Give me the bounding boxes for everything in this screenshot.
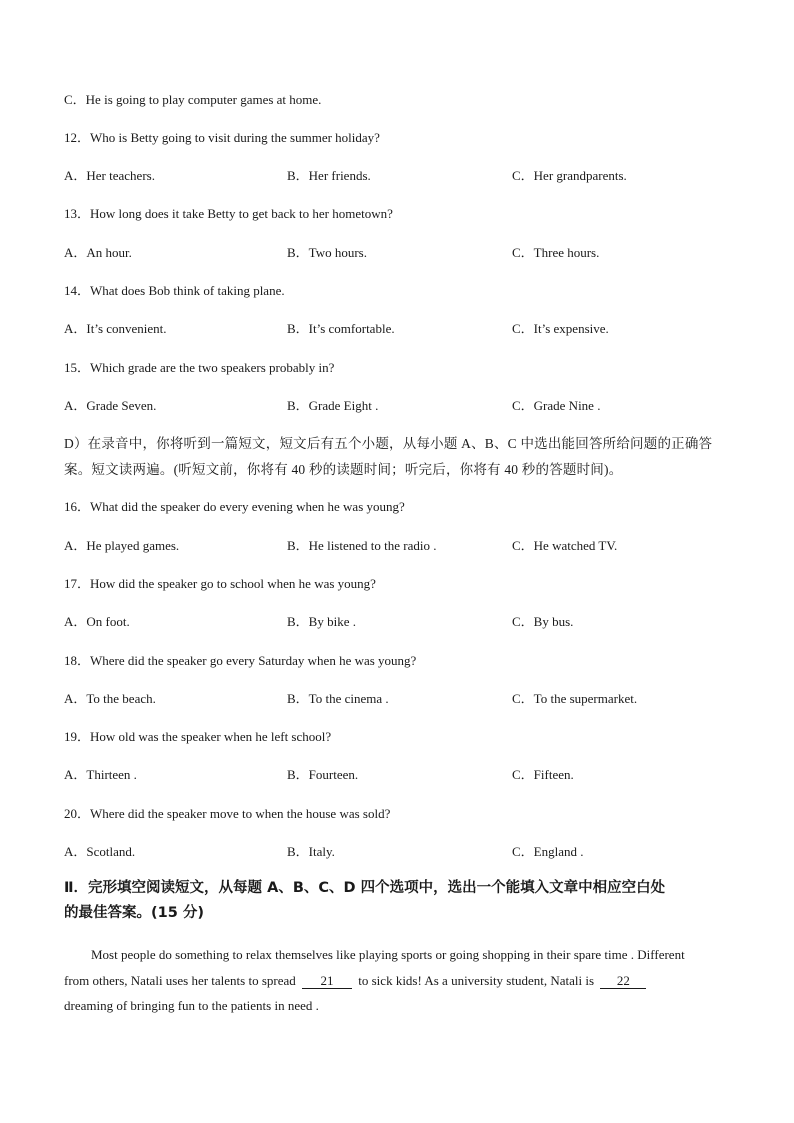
q18-option-b: B．To the cinema . bbox=[287, 691, 389, 706]
q14-option-a: A．It’s convenient. bbox=[64, 321, 167, 336]
section-ii-line-1: Ⅱ．完形填空阅读短文，从每题 A、B、C、D 四个选项中，选出一个能填入文章中相应空白处 bbox=[64, 880, 666, 896]
q16-question: 16．What did the speaker do every evening when he was young? bbox=[64, 499, 405, 514]
q18-option-a: A．To the beach. bbox=[64, 691, 156, 706]
passage-line-1-text: Most people do something to relax themselves like playing sports or going shopping in their spare time . Different bbox=[91, 947, 685, 962]
q12-option-b: B．Her friends. bbox=[287, 168, 371, 183]
q16-option-b: B．He listened to the radio . bbox=[287, 538, 437, 553]
q17-option-a: A．On foot. bbox=[64, 614, 130, 629]
section-d-line-2: 案。短文读两遍。(听短文前，你将有 40 秒的读题时间；听完后，你将有 40 秒的答题时间)。 bbox=[64, 462, 623, 477]
q12-option-a: A．Her teachers. bbox=[64, 168, 155, 183]
passage-line-2-pre: from others, Natali uses her talents to spread bbox=[64, 972, 296, 988]
q20-option-b: B．Italy. bbox=[287, 844, 335, 859]
q17-option-c: C．By bus. bbox=[512, 614, 574, 629]
q15-option-c: C．Grade Nine . bbox=[512, 398, 601, 413]
q15-option-a: A．Grade Seven. bbox=[64, 398, 157, 413]
q13-option-a: A．An hour. bbox=[64, 245, 132, 260]
section-ii-line-2: 的最佳答案。(15 分) bbox=[64, 905, 204, 921]
passage-line-1 bbox=[64, 942, 734, 968]
q18-question: 18．Where did the speaker go every Saturday when he was young? bbox=[64, 653, 417, 668]
passage-line-3: dreaming of bringing fun to the patients in need . bbox=[64, 998, 319, 1013]
q19-option-a: A．Thirteen . bbox=[64, 767, 137, 782]
q11-option-c: C．He is going to play computer games at home. bbox=[64, 92, 322, 107]
q16-option-a: A．He played games. bbox=[64, 538, 180, 553]
q20-option-a: A．Scotland. bbox=[64, 844, 136, 859]
cloze-passage bbox=[64, 942, 734, 1019]
q20-option-c: C．England . bbox=[512, 844, 584, 859]
q15-option-b: B．Grade Eight . bbox=[287, 398, 379, 413]
section-d-instructions bbox=[64, 431, 734, 483]
q13-option-b: B．Two hours. bbox=[287, 245, 367, 260]
blank-21: 21 bbox=[302, 974, 352, 989]
section-ii-heading bbox=[64, 876, 734, 926]
q12-option-c: C．Her grandparents. bbox=[512, 168, 627, 183]
q19-question: 19．How old was the speaker when he left school? bbox=[64, 729, 332, 744]
q12-question: 12．Who is Betty going to visit during the summer holiday? bbox=[64, 130, 380, 145]
passage-line-2 bbox=[64, 968, 734, 994]
q20-question: 20．Where did the speaker move to when the house was sold? bbox=[64, 806, 391, 821]
section-d-line-1: D）在录音中，你将听到一篇短文，短文后有五个小题，从每小题 A、B、C 中选出能回答所给问题的正确答 bbox=[64, 436, 713, 451]
q14-option-b: B．It’s comfortable. bbox=[287, 321, 395, 336]
q17-question: 17．How did the speaker go to school when he was young? bbox=[64, 576, 376, 591]
passage-line-2-mid: to sick kids! As a university student, Natali is bbox=[358, 972, 595, 988]
q13-option-c: C．Three hours. bbox=[512, 245, 600, 260]
q14-option-c: C．It’s expensive. bbox=[512, 321, 609, 336]
q13-question: 13．How long does it take Betty to get back to her hometown? bbox=[64, 206, 393, 221]
blank-22: 22 bbox=[600, 974, 646, 989]
q17-option-b: B．By bike . bbox=[287, 614, 356, 629]
q15-question: 15．Which grade are the two speakers probably in? bbox=[64, 360, 335, 375]
q18-option-c: C．To the supermarket. bbox=[512, 691, 638, 706]
q19-option-c: C．Fifteen. bbox=[512, 767, 574, 782]
q14-question: 14．What does Bob think of taking plane. bbox=[64, 283, 285, 298]
q19-option-b: B．Fourteen. bbox=[287, 767, 359, 782]
q16-option-c: C．He watched TV. bbox=[512, 538, 618, 553]
